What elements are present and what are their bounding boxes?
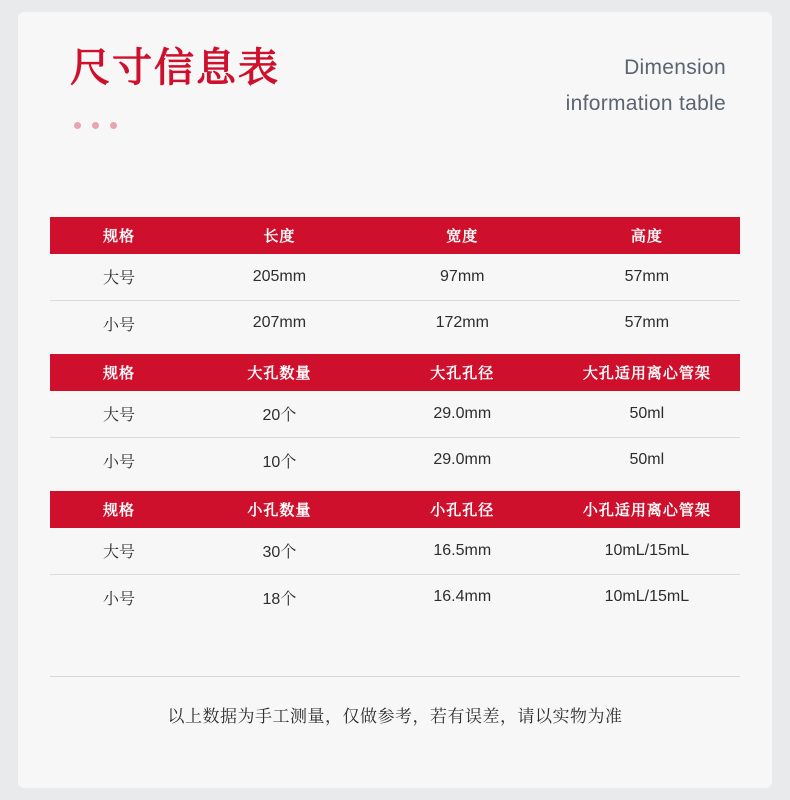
table-header-cell: 规格 bbox=[50, 491, 188, 528]
table-header-cell: 小孔数量 bbox=[188, 491, 371, 528]
table-header-cell: 规格 bbox=[50, 217, 188, 254]
table-cell: 50ml bbox=[629, 451, 665, 469]
footer-divider bbox=[50, 676, 740, 677]
table-cell: 小号 bbox=[102, 453, 135, 471]
table-header-cell: 小孔孔径 bbox=[371, 491, 554, 528]
table-row bbox=[50, 391, 740, 437]
table-header-cell: 高度 bbox=[554, 217, 740, 254]
table-cell: 30个 bbox=[188, 528, 371, 574]
table-header-cell: 宽度 bbox=[371, 217, 554, 254]
content-card bbox=[18, 12, 772, 788]
table-cell: 50ml bbox=[554, 391, 740, 437]
page-title: 尺寸信息表 bbox=[70, 46, 280, 90]
table-cell: 97mm bbox=[371, 254, 554, 300]
table-cell: 10mL/15mL bbox=[604, 588, 690, 606]
table-section-spacer bbox=[50, 346, 740, 354]
table-cell: 57mm bbox=[554, 254, 740, 300]
page-subtitle-line2: information table bbox=[565, 91, 726, 115]
table-header-cell: 大孔适用离心管架 bbox=[554, 354, 740, 391]
table-cell: 18个 bbox=[262, 590, 297, 608]
page-subtitle bbox=[396, 50, 726, 121]
table-row bbox=[50, 437, 740, 483]
table-row bbox=[50, 300, 740, 346]
table-cell: 大号 bbox=[50, 528, 188, 574]
table-header-cell: 大孔数量 bbox=[188, 354, 371, 391]
table-row bbox=[50, 574, 740, 620]
decorative-dots bbox=[74, 122, 117, 129]
table-cell: 172mm bbox=[435, 314, 489, 332]
table-cell: 大号 bbox=[50, 254, 188, 300]
table-cell: 小号 bbox=[102, 316, 135, 334]
dot-icon bbox=[92, 122, 99, 129]
table-cell: 207mm bbox=[252, 314, 307, 332]
table-cell: 10个 bbox=[262, 453, 297, 471]
table-cell: 20个 bbox=[188, 391, 371, 437]
table-header-row bbox=[50, 217, 740, 254]
table-cell: 29.0mm bbox=[371, 391, 554, 437]
table-row bbox=[50, 528, 740, 574]
table-header-cell: 规格 bbox=[50, 354, 188, 391]
table-header-cell: 长度 bbox=[188, 217, 371, 254]
table-cell: 16.4mm bbox=[433, 588, 492, 606]
table-header-row bbox=[50, 354, 740, 391]
dot-icon bbox=[74, 122, 81, 129]
page-subtitle-line1: Dimension bbox=[624, 56, 726, 79]
footer-note: 以上数据为手工测量，仅做参考，若有误差，请以实物为准 bbox=[167, 707, 623, 726]
table-cell: 小号 bbox=[102, 590, 135, 608]
table-section-spacer bbox=[50, 483, 740, 491]
page-header bbox=[18, 12, 772, 192]
table-cell: 10mL/15mL bbox=[554, 528, 740, 574]
dot-icon bbox=[110, 122, 117, 129]
table-header-cell: 小孔适用离心管架 bbox=[554, 491, 740, 528]
table-cell: 57mm bbox=[624, 314, 670, 332]
table-spacer-cell bbox=[50, 483, 740, 491]
table-cell: 29.0mm bbox=[433, 451, 492, 469]
table-header-cell: 大孔孔径 bbox=[371, 354, 554, 391]
table-cell: 16.5mm bbox=[371, 528, 554, 574]
table-cell: 大号 bbox=[50, 391, 188, 437]
dimension-table bbox=[50, 217, 740, 620]
table-cell: 205mm bbox=[188, 254, 371, 300]
table-header-row bbox=[50, 491, 740, 528]
table-spacer-cell bbox=[50, 346, 740, 354]
table-row bbox=[50, 254, 740, 300]
dimension-table-grid bbox=[50, 217, 740, 620]
